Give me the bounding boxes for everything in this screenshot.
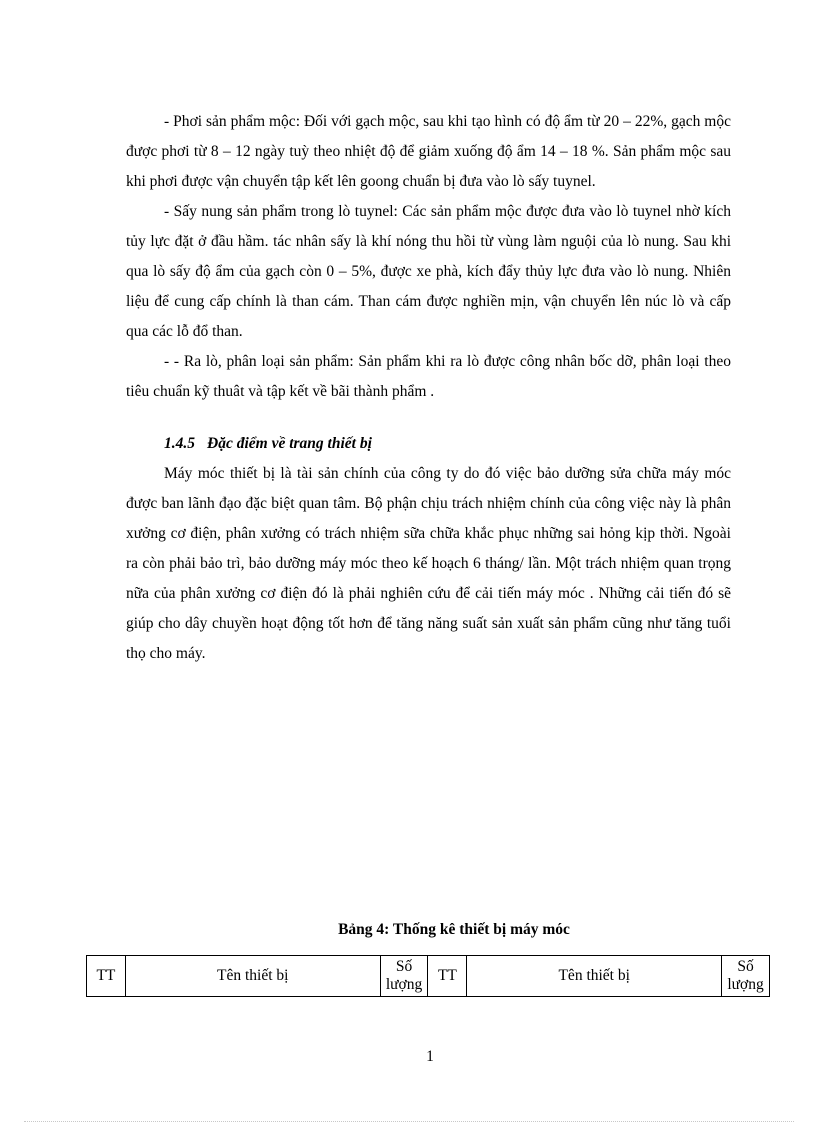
equipment-table [86,955,770,997]
section-title: Đặc điểm về trang thiết bị [207,435,372,452]
section-number: 1.4.5 [164,435,195,452]
header-quantity: Số lượng [722,956,770,997]
header-tt: TT [87,956,126,997]
header-equipment-name: Tên thiết bị [125,956,380,997]
header-equipment-name: Tên thiết bị [467,956,722,997]
table-header-row [87,956,770,997]
document-body [126,107,731,669]
table-caption: Bảng 4: Thống kê thiết bị máy móc [338,921,570,938]
paragraph-drying-raw-products: - Phơi sản phẩm mộc: Đối với gạch mộc, sau khi tạo hình có độ ẩm từ 20 – 22%, gạch mộc được phơi từ 8 – 12 ngày tuỳ theo nhiệt độ để giảm xuống độ ẩm 14 – 18 %. Sản phẩm mộc sau khi phơi được vận chuyển tập kết lên goong chuẩn bị đưa vào lò sấy tuynel. [126,113,731,190]
header-quantity: Số lượng [380,956,428,997]
page-number: 1 [426,1048,434,1065]
header-tt: TT [428,956,467,997]
paragraph-unloading-sorting: - - Ra lò, phân loại sản phẩm: Sản phẩm khi ra lò được công nhân bốc dỡ, phân loại theo tiêu chuẩn kỹ thuât và tập kết về bãi thành phẩm . [126,353,731,400]
paragraph-equipment-maintenance: Máy móc thiết bị là tài sản chính của công ty do đó việc bảo dưỡng sửa chữa máy móc được ban lãnh đạo đặc biệt quan tâm. Bộ phận chịu trách nhiệm chính của công việc này là phân xưởng cơ điện, phân xưởng có trách nhiệm sữa chữa khắc phục những sai hỏng kịp thời. Ngoài ra còn phải bảo trì, bảo dưỡng máy móc theo kế hoạch 6 tháng/ lần. Một trách nhiệm quan trọng nữa của phân xưởng cơ điện đó là phải nghiên cứu để cải tiến máy móc . Những cải tiến đó sẽ giúp cho dây chuyền hoạt động tốt hơn để tăng năng suất sản xuất sản phẩm cũng như tăng tuổi thọ cho máy. [126,465,731,662]
section-heading [126,429,731,459]
paragraph-kiln-firing: - Sấy nung sản phẩm trong lò tuynel: Các sản phẩm mộc được đưa vào lò tuynel nhờ kích tủy lực đặt ở đầu hầm. tác nhân sấy là khí nóng thu hồi từ vùng làm nguội của lò nung. Sau khi qua lò sấy độ ẩm của gạch còn 0 – 5%, được xe phà, kích đẩy thủy lực đưa vào lò nung. Nhiên liệu để cung cấp chính là than cám. Than cám được nghiền mịn, vận chuyển lên núc lò và cấp qua các lỗ đổ than. [126,203,731,340]
page-divider [24,1121,794,1122]
